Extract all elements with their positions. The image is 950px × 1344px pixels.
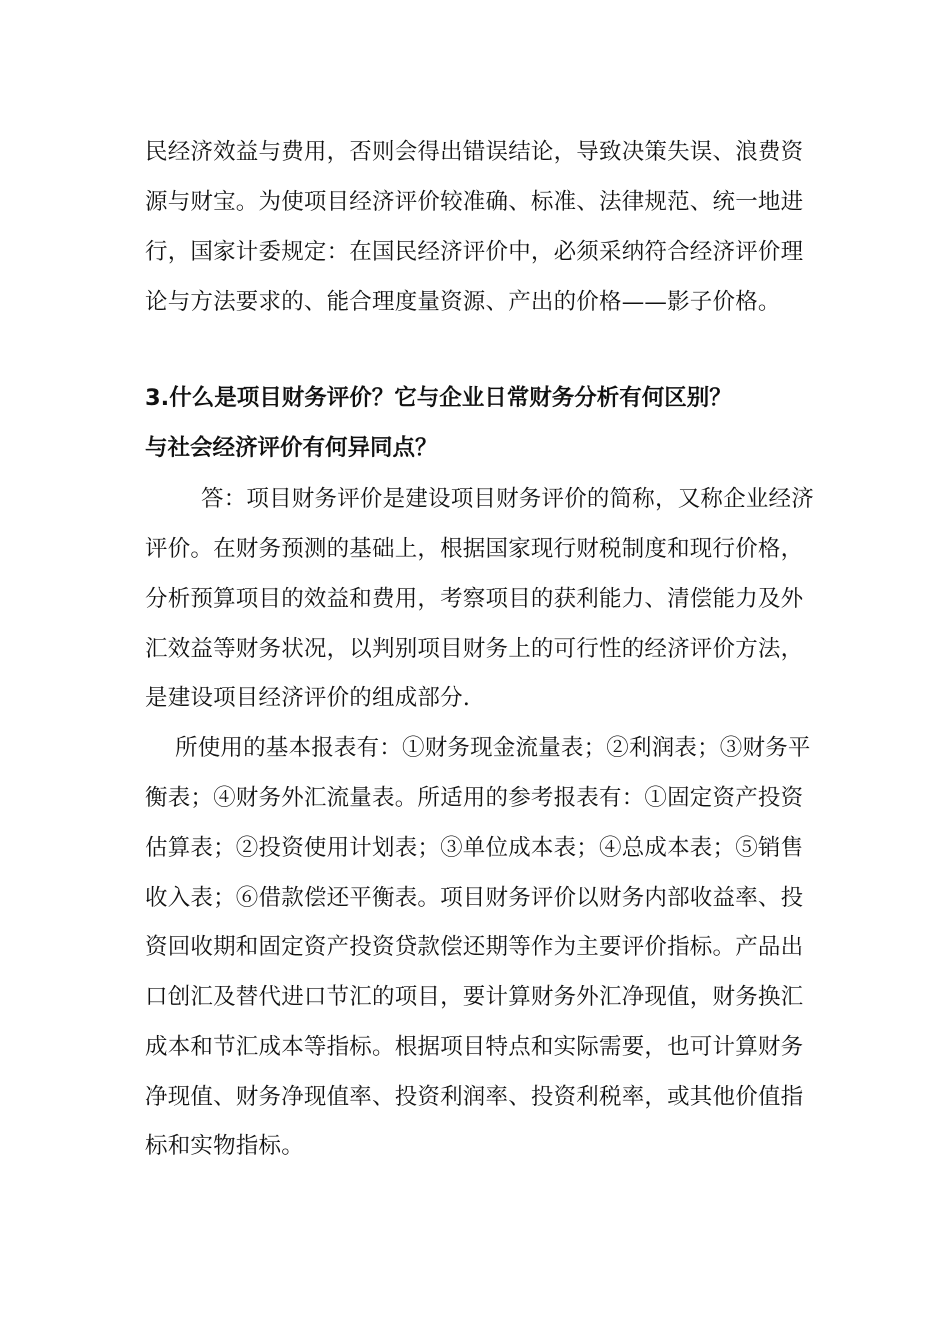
paragraph-line: 资回收期和固定资产投资贷款偿还期等作为主要评价指标。产品出 xyxy=(145,934,804,960)
heading-line: 3.什么是项目财务评价？它与企业日常财务分析有何区别？ xyxy=(145,385,732,411)
paragraph-line: 民经济效益与费用，否则会得出错误结论，导致决策失误、浪费资 xyxy=(145,139,804,165)
paragraph-line: 收入表；⑥借款偿还平衡表。项目财务评价以财务内部收益率、投 xyxy=(145,885,804,911)
paragraph-line: 源与财宝。为使项目经济评价较准确、标准、法律规范、统一地进 xyxy=(145,189,804,215)
paragraph-line: 论与方法要求的、能合理度量资源、产出的价格——影子价格。 xyxy=(145,289,781,315)
paragraph-line: 所使用的基本报表有：①财务现金流量表；②利润表；③财务平 xyxy=(175,735,811,761)
paragraph-line: 行，国家计委规定：在国民经济评价中，必须采纳符合经济评价理 xyxy=(145,239,804,265)
heading-line: 与社会经济评价有何异同点？ xyxy=(145,435,438,461)
paragraph-line: 衡表；④财务外汇流量表。所适用的参考报表有：①固定资产投资 xyxy=(145,785,804,811)
paragraph-line: 是建设项目经济评价的组成部分. xyxy=(145,685,471,711)
paragraph-line: 评价。在财务预测的基础上，根据国家现行财税制度和现行价格， xyxy=(145,536,804,562)
paragraph-line: 成本和节汇成本等指标。根据项目特点和实际需要，也可计算财务 xyxy=(145,1034,804,1060)
paragraph-line: 估算表；②投资使用计划表；③单位成本表；④总成本表；⑤销售 xyxy=(145,835,804,861)
paragraph-line: 汇效益等财务状况，以判别项目财务上的可行性的经济评价方法， xyxy=(145,636,804,662)
paragraph-line: 答：项目财务评价是建设项目财务评价的简称，又称企业经济 xyxy=(201,486,814,512)
paragraph-line: 标和实物指标。 xyxy=(145,1133,304,1159)
paragraph-line: 口创汇及替代进口节汇的项目，要计算财务外汇净现值，财务换汇 xyxy=(145,984,804,1010)
paragraph-line: 分析预算项目的效益和费用，考察项目的获利能力、清偿能力及外 xyxy=(145,586,804,612)
paragraph-line: 净现值、财务净现值率、投资利润率、投资利税率，或其他价值指 xyxy=(145,1084,804,1110)
